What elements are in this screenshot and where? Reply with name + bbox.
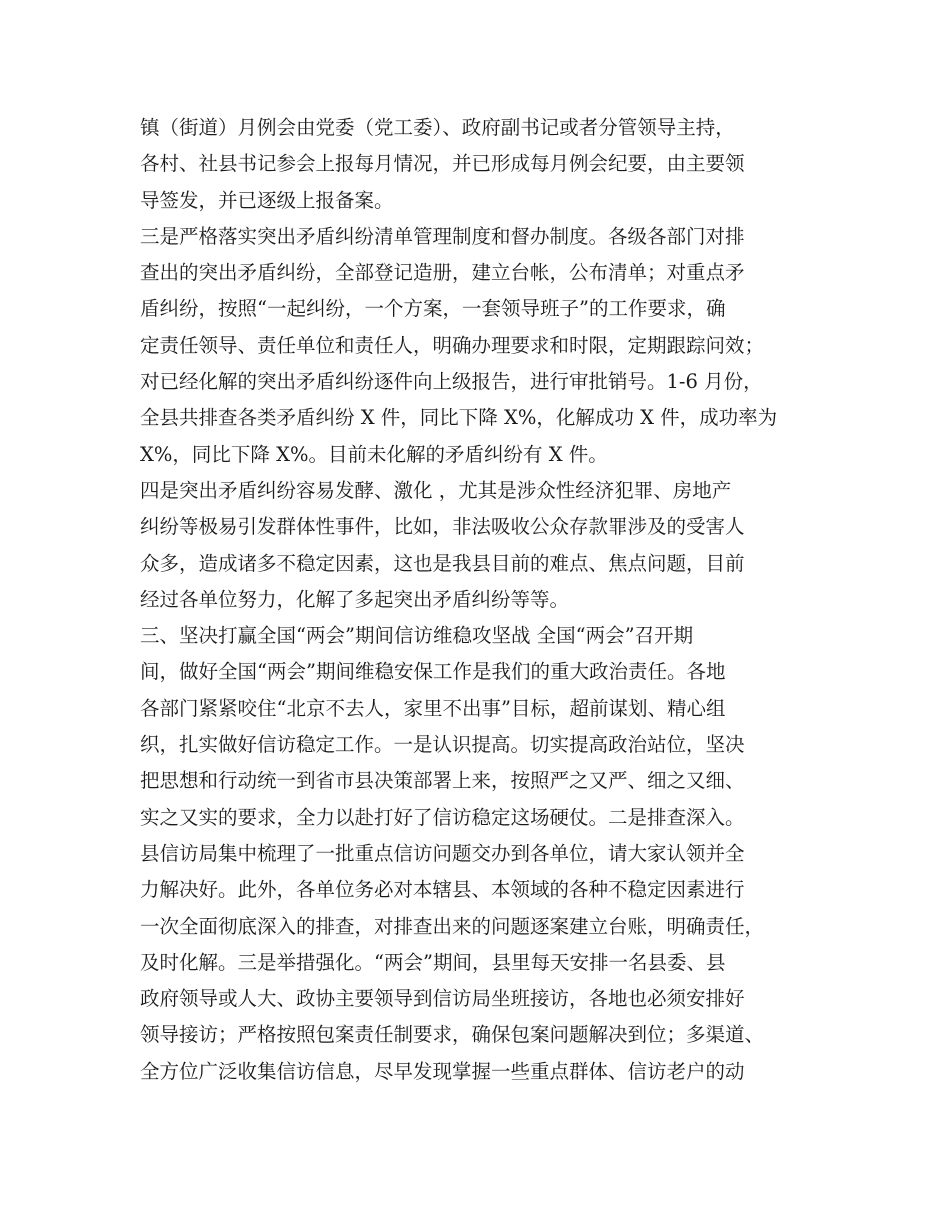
text-line: 织，扎实做好信访稳定工作。一是认识提高。切实提高政治站位，坚决: [140, 733, 745, 757]
text-line: 政府领导或人大、政协主要领导到信访局坐班接访，各地也必须安排好: [140, 987, 745, 1011]
text-line: 各村、社县书记参会上报每月情况，并已形成每月例会纪要，由主要领: [140, 152, 745, 176]
text-line: 查出的突出矛盾纠纷，全部登记造册，建立台帐，公布清单；对重点矛: [140, 261, 745, 285]
text-line: 盾纠纷，按照“一起纠纷，一个方案，一套领导班子”的工作要求，确: [140, 297, 726, 321]
text-line: 实之又实的要求，全力以赴打好了信访稳定这场硬仗。二是排查深入。: [140, 805, 745, 829]
text-line: X%，同比下降 X%。目前未化解的矛盾纠纷有 X 件。: [140, 442, 608, 466]
text-line: 四是突出矛盾纠纷容易发酵、激化 ，尤其是涉众性经济犯罪、房地产: [140, 478, 732, 502]
text-line: 导签发，并已逐级上报备案。: [140, 188, 394, 212]
text-line: 县信访局集中梳理了一批重点信访问题交办到各单位，请大家认领并全: [140, 841, 745, 865]
text-line: 力解决好。此外，各单位务必对本辖县、本领域的各种不稳定因素进行: [140, 878, 745, 902]
text-line: 及时化解。三是举措强化。“两会”期间，县里每天安排一名县委、县: [140, 950, 726, 974]
text-line: 定责任领导、责任单位和责任人，明确办理要求和时限，定期跟踪问效；: [140, 333, 765, 357]
text-line: 各部门紧紧咬住“北京不去人，家里不出事”目标，超前谋划、精心组: [140, 696, 726, 720]
text-line: 三是严格落实突出矛盾纠纷清单管理制度和督办制度。各级各部门对排: [140, 224, 745, 248]
text-line: 把思想和行动统一到省市县决策部署上来，按照严之又严、细之又细、: [140, 769, 745, 793]
text-line: 纠纷等极易引发群体性事件，比如，非法吸收公众存款罪涉及的受害人: [140, 515, 745, 539]
text-line: 间，做好全国“两会”期间维稳安保工作是我们的重大政治责任。各地: [140, 660, 726, 684]
text-line: 镇（街道）月例会由党委（党工委）、政府副书记或者分管领导主持，: [140, 116, 735, 139]
text-line: 全县共排查各类矛盾纠纷 X 件，同比下降 X%，化解成功 X 件，成功率为: [140, 406, 778, 430]
text-line: 一次全面彻底深入的排查，对排查出来的问题逐案建立台账，明确责任，: [140, 914, 765, 938]
document-body: [140, 110, 830, 1090]
text-line: 对已经化解的突出矛盾纠纷逐件向上级报告，进行审批销号。1-6 月份，: [140, 370, 763, 394]
text-line: 领导接访；严格按照包案责任制要求，确保包案问题解决到位；多渠道、: [140, 1023, 765, 1047]
text-line: 三、坚决打赢全国“两会”期间信访维稳攻坚战 全国“两会”召开期: [140, 624, 694, 648]
text-line: 经过各单位努力，化解了多起突出矛盾纠纷等等。: [140, 587, 570, 611]
text-line: 全方位广泛收集信访信息，尽早发现掌握一些重点群体、信访老户的动: [140, 1059, 745, 1083]
text-line: 众多，造成诸多不稳定因素，这也是我县目前的难点、焦点问题，目前: [140, 551, 745, 575]
